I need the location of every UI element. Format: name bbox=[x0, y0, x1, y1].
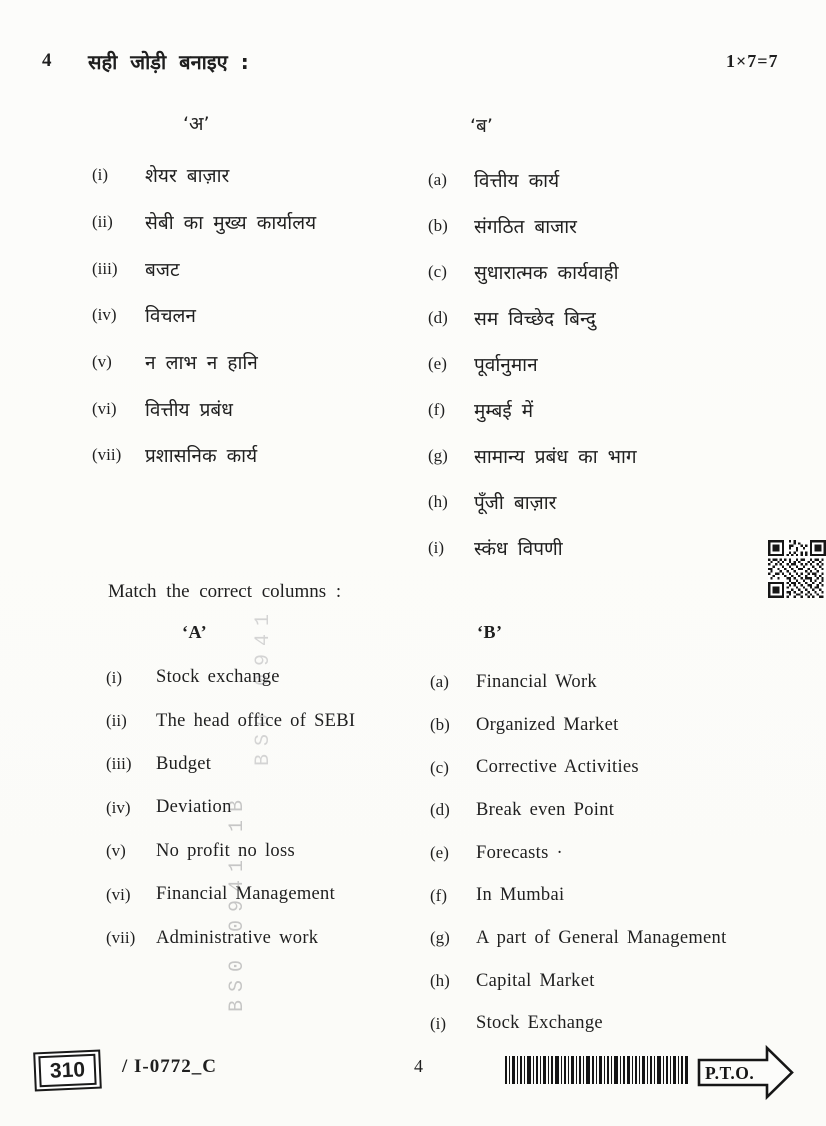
item-text: प्रशासनिक कार्य bbox=[145, 445, 258, 468]
match-list-item bbox=[430, 704, 727, 747]
match-list-item bbox=[428, 203, 637, 249]
item-marker: (e) bbox=[428, 354, 447, 373]
item-marker: (ii) bbox=[106, 711, 127, 731]
hindi-column-a-list bbox=[92, 152, 316, 479]
item-marker: (iii) bbox=[106, 754, 132, 774]
item-marker: (i) bbox=[92, 165, 109, 185]
item-text: Financial Management bbox=[156, 884, 336, 905]
question-heading-hindi: सही जोड़ी बनाइए : bbox=[88, 50, 249, 74]
item-marker: (i) bbox=[430, 1013, 447, 1033]
item-text: A part of General Management bbox=[476, 927, 727, 948]
match-list-item bbox=[92, 245, 316, 292]
item-marker: (iii) bbox=[92, 258, 118, 278]
hindi-column-b-header: ‘ब’ bbox=[470, 115, 493, 137]
item-marker: (c) bbox=[430, 757, 449, 777]
item-marker: (v) bbox=[106, 841, 126, 861]
match-list-item bbox=[106, 656, 355, 699]
item-text: सम विच्छेद बिन्दु bbox=[474, 308, 596, 330]
match-list-item bbox=[92, 199, 316, 246]
item-marker: (h) bbox=[428, 492, 448, 511]
match-list-item bbox=[428, 249, 637, 295]
item-marker: (vii) bbox=[106, 928, 136, 948]
match-list-item bbox=[430, 832, 727, 875]
item-text: पूर्वानुमान bbox=[474, 354, 538, 376]
item-marker: (d) bbox=[428, 308, 448, 327]
item-text: संगठित बाजार bbox=[474, 216, 577, 238]
item-text: स्कंध विपणी bbox=[474, 538, 563, 560]
pto-arrow bbox=[696, 1043, 796, 1103]
item-text: न लाभ न हानि bbox=[145, 352, 258, 375]
match-list-item bbox=[92, 432, 316, 479]
item-marker: (b) bbox=[428, 216, 448, 235]
item-text: सामान्य प्रबंध का भाग bbox=[474, 446, 637, 468]
paper-set-stamp bbox=[33, 1050, 102, 1092]
match-list-item bbox=[92, 385, 316, 432]
item-text: Break even Point bbox=[476, 799, 615, 820]
match-list-item bbox=[428, 479, 637, 525]
english-column-b-list bbox=[430, 661, 727, 1045]
item-marker: (i) bbox=[428, 538, 445, 557]
item-text: Deviation bbox=[156, 797, 232, 818]
question-number: 4 bbox=[42, 50, 52, 71]
item-text: Corrective Activities bbox=[476, 757, 639, 778]
match-list-item bbox=[428, 387, 637, 433]
item-marker: (a) bbox=[428, 170, 447, 189]
match-list-item bbox=[106, 699, 355, 742]
match-list-item bbox=[428, 433, 637, 479]
match-list-item bbox=[430, 1003, 727, 1046]
question-heading-english: Match the correct columns : bbox=[108, 581, 342, 602]
scan-watermark: BS0 0941 1B bbox=[226, 791, 249, 1012]
item-marker: (f) bbox=[428, 400, 445, 419]
item-marker: (ii) bbox=[92, 212, 113, 232]
item-text: Budget bbox=[156, 753, 212, 774]
english-column-a-header: ‘A’ bbox=[182, 622, 208, 642]
item-text: Stock exchange bbox=[156, 667, 280, 688]
item-marker: (d) bbox=[430, 800, 450, 820]
hindi-column-a-header: ‘अ’ bbox=[183, 113, 210, 135]
match-list-item bbox=[428, 295, 637, 341]
item-text: मुम्बई में bbox=[474, 400, 534, 422]
match-list-item bbox=[428, 525, 637, 571]
paper-set-number: 310 bbox=[38, 1054, 96, 1087]
item-marker: (i) bbox=[106, 667, 123, 687]
match-list-item bbox=[430, 874, 727, 917]
item-text: शेयर बाज़ार bbox=[145, 165, 230, 188]
item-text: पूँजी बाज़ार bbox=[474, 492, 557, 514]
match-list-item bbox=[430, 746, 727, 789]
item-marker: (c) bbox=[428, 262, 447, 281]
match-list-item bbox=[430, 960, 727, 1003]
scan-watermark: BS0 0941 bbox=[252, 605, 275, 766]
hindi-column-b-list bbox=[428, 157, 637, 571]
item-marker: (v) bbox=[92, 352, 112, 372]
match-list-item bbox=[430, 789, 727, 832]
item-marker: (f) bbox=[430, 885, 447, 905]
page-number: 4 bbox=[414, 1056, 423, 1076]
item-marker: (vi) bbox=[106, 884, 131, 904]
item-marker: (h) bbox=[430, 971, 450, 991]
english-column-b-header: ‘B’ bbox=[477, 622, 503, 642]
item-text: Organized Market bbox=[476, 714, 619, 735]
paper-code: / I-0772_C bbox=[122, 1056, 217, 1077]
match-list-item bbox=[92, 152, 316, 199]
item-marker: (g) bbox=[430, 928, 450, 948]
match-list-item bbox=[92, 339, 316, 386]
item-marker: (a) bbox=[430, 672, 449, 692]
match-list-item bbox=[106, 743, 355, 786]
item-text: वित्तीय प्रबंध bbox=[145, 398, 233, 421]
item-text: Financial Work bbox=[476, 671, 597, 692]
match-list-item bbox=[430, 917, 727, 960]
item-marker: (vi) bbox=[92, 398, 117, 418]
item-text: No profit no loss bbox=[156, 840, 295, 861]
match-list-item bbox=[430, 661, 727, 704]
item-text: विचलन bbox=[145, 305, 196, 328]
item-marker: (g) bbox=[428, 446, 448, 465]
match-list-item bbox=[428, 341, 637, 387]
item-marker: (e) bbox=[430, 843, 449, 863]
item-text: Stock Exchange bbox=[476, 1013, 603, 1034]
match-list-item bbox=[428, 157, 637, 203]
item-text: सुधारात्मक कार्यवाही bbox=[474, 262, 619, 284]
item-text: In Mumbai bbox=[476, 885, 565, 906]
item-text: वित्तीय कार्य bbox=[474, 170, 560, 192]
marks-allocation: 1×7=7 bbox=[726, 51, 779, 71]
barcode bbox=[505, 1056, 688, 1084]
item-marker: (iv) bbox=[92, 305, 117, 325]
item-marker: (b) bbox=[430, 715, 450, 735]
item-marker: (vii) bbox=[92, 445, 122, 465]
pto-label: P.T.O. bbox=[705, 1063, 755, 1083]
match-list-item bbox=[92, 292, 316, 339]
item-text: Forecasts · bbox=[476, 842, 563, 863]
item-text: The head office of SEBI bbox=[156, 710, 356, 731]
item-marker: (iv) bbox=[106, 797, 131, 817]
item-text: बजट bbox=[145, 258, 180, 281]
qr-code bbox=[768, 540, 826, 598]
item-text: सेबी का मुख्य कार्यालय bbox=[145, 212, 317, 235]
item-text: Administrative work bbox=[156, 927, 319, 948]
item-text: Capital Market bbox=[476, 970, 595, 991]
